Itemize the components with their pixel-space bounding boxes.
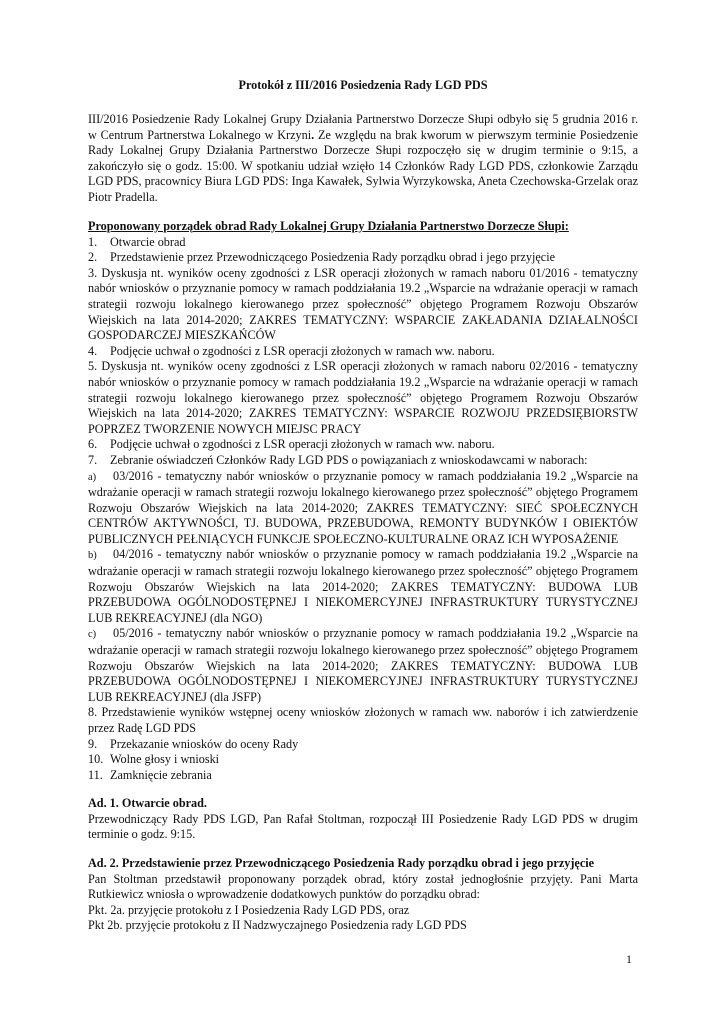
agenda-item-number: 6.: [88, 437, 98, 452]
agenda-item-number: 11.: [88, 767, 103, 782]
agenda-item: [88, 453, 638, 469]
agenda-subitem-text: 03/2016 - tematyczny nabór wniosków o przyznanie pomocy w ramach poddziałania 19.2 „Wsparcie na wdrażanie operacji w ramach strategii rozwoju lokalnego kierowanego przez społeczność” objętego Programem Rozwoju Obszarów Wiejskich na lata 2014-2020; ZAKRES TEMATYCZNY: SIEĆ SPOŁECZNYCH CENTRÓW AKTYWNOŚCI, TJ. BUDOWA, PRZEBUDOWA, REMONTY BUDYNKÓW I OBIEKTÓW PUBLICZNYCH PEŁNIĄCYCH FUNKCJE SPOŁECZNO-KULTURALNE ORAZ ICH WYPOSAŻENIE: [88, 468, 638, 546]
agenda-subitem: [88, 547, 638, 626]
agenda-item: [88, 235, 638, 251]
agenda-item-text: Podjęcie uchwał o zgodności z LSR operacji złożonych w ramach ww. naboru.: [110, 437, 495, 452]
intro-paragraph: [88, 112, 638, 206]
agenda-list: [88, 235, 638, 784]
agenda-item-text: Zebranie oświadczeń Członków Rady LGD PDS o powiązaniach z wnioskodawcami w naborach:: [110, 452, 588, 467]
agenda-item-number: 2.: [88, 250, 98, 265]
ad2-heading: Ad. 2. Przedstawienie przez Przewodniczącego Posiedzenia Rady porządku obrad i jego przyjęcie: [88, 856, 595, 870]
agenda-subitem: [88, 626, 638, 705]
ad1-section: [88, 796, 638, 843]
agenda-item-number: 8.: [88, 705, 98, 720]
agenda-item-text: Zamknięcie zebrania: [110, 767, 212, 782]
agenda-item: [88, 266, 638, 344]
agenda-item-text: Przedstawienie przez Przewodniczącego Posiedzenia Rady porządku obrad i jego przyjęcie: [110, 250, 555, 265]
agenda-heading: Proponowany porządek obrad Rady Lokalnej Grupy Działania Partnerstwo Dorzecze Słupi:: [88, 219, 569, 233]
agenda-item-number: 4.: [88, 343, 98, 358]
agenda-item-text: Przekazanie wniosków do oceny Rady: [110, 736, 299, 751]
intro-bold-dot: .: [311, 127, 315, 142]
agenda-item-number: 1.: [88, 234, 98, 249]
agenda-item-number: 3.: [88, 265, 98, 280]
ad1-heading: Ad. 1. Otwarcie obrad.: [88, 796, 207, 810]
agenda-item: [88, 250, 638, 266]
agenda-subitem-marker: b): [88, 550, 97, 562]
agenda-item-number: 5.: [88, 359, 98, 374]
agenda-item-number: 10.: [88, 752, 104, 767]
agenda-item: [88, 752, 638, 768]
agenda-section: [88, 219, 638, 783]
ad2-point-2a: Pkt. 2a. przyjęcie protokołu z I Posiedzenia Rady LGD PDS, oraz: [88, 902, 410, 917]
agenda-item: [88, 344, 638, 360]
agenda-item-text: Dyskusja nt. wyników oceny zgodności z LSR operacji złożonych w ramach naboru 01/2016 - tematyczny nabór wniosków o przyznanie pomocy w ramach poddziałania 19.2 „Wsparcie na wdrażanie operacji w ramach strategii rozwoju lokalnego kierowanego przez społeczność” objętego Programem Rozwoju Obszarów Wiejskich na lata 2014-2020; ZAKRES TEMATYCZNY: WSPARCIE ZAKŁADANIA DZIAŁALNOŚCI GOSPODARCZEJ MIESZKAŃCÓW: [88, 265, 639, 343]
intro-text-part2: Ze względu na brak kworum w pierwszym terminie Posiedzenie Rady Lokalnej Grupy Działania Partnerstwo Dorzecze Słupi rozpoczęło się w drugim terminie o 9:15, a zakończyło się o godz. 15:00. W spotkaniu udział wzięło 14 Członków Rady LGD PDS, członkowie Zarządu LGD PDS, pracownicy Biura LGD PDS: Inga Kawałek, Sylwia Wyrzykowska, Aneta Czechowska-Grzelak oraz Piotr Pradella.: [88, 127, 638, 204]
agenda-item-number: 9.: [88, 736, 98, 751]
agenda-subitem-text: 05/2016 - tematyczny nabór wniosków o przyznanie pomocy w ramach poddziałania 19.2 „Wsparcie na wdrażanie operacji w ramach strategii rozwoju lokalnego kierowanego przez społeczność” objętego Programem Rozwoju Obszarów Wiejskich na lata 2014-2020; ZAKRES TEMATYCZNY: BUDOWA LUB PRZEBUDOWA OGÓLNODOSTĘPNEJ I NIEKOMERCYJNEJ INFRASTRUKTURY TURYSTYCZNEJ LUB REKREACYJNEJ (dla JSFP): [88, 626, 638, 704]
agenda-item: [88, 705, 638, 736]
agenda-subitem-marker: c): [88, 629, 97, 641]
agenda-subitem-text: 04/2016 - tematyczny nabór wniosków o przyznanie pomocy w ramach poddziałania 19.2 „Wsparcie na wdrażanie operacji w ramach strategii rozwoju lokalnego kierowanego przez społeczność” objętego Programem Rozwoju Obszarów Wiejskich na lata 2014-2020; ZAKRES TEMATYCZNY: BUDOWA LUB PRZEBUDOWA OGÓLNODOSTĘPNEJ I NIEKOMERCYJNEJ INFRASTRUKTURY TURYSTYCZNEJ LUB REKREACYJNEJ (dla NGO): [88, 547, 638, 625]
agenda-item-text: Otwarcie obrad: [110, 234, 186, 249]
ad1-text: Przewodniczący Rady PDS LGD, Pan Rafał Stoltman, rozpoczął III Posiedzenie Rady LGD PDS w drugim terminie o godz. 9:15.: [88, 811, 638, 842]
agenda-item-number: 7.: [88, 452, 98, 467]
agenda-item-text: Dyskusja nt. wyników oceny zgodności z LSR operacji złożonych w ramach naboru 02/2016 - tematyczny nabór wniosków o przyznanie pomocy w ramach poddziałania 19.2 „Wsparcie na wdrażanie operacji w ramach strategii rozwoju lokalnego kierowanego przez społeczność” objętego Programem Rozwoju Obszarów Wiejskich na lata 2014-2020; ZAKRES TEMATYCZNY: WSPARCIE ROZWOJU PRZEDSIĘBIORSTW POPRZEZ TWORZENIE NOWYCH MIEJSC PRACY: [88, 359, 639, 436]
agenda-item-text: Przedstawienie wyników wstępnej oceny wniosków złożonych w ramach ww. naborów i ich zatwierdzenie przez Radę LGD PDS: [88, 705, 638, 735]
agenda-item: [88, 359, 638, 437]
agenda-item-text: Podjęcie uchwał o zgodności z LSR operacji złożonych w ramach ww. naboru.: [110, 343, 495, 358]
agenda-subitem-marker: a): [88, 471, 97, 483]
intro-text-part1: III/2016 Posiedzenie Rady Lokalnej Grupy Działania Partnerstwo Dorzecze Słupi odbyło się 5 grudnia 2016 r. w Centrum Partnerstwa Lokalnego w Krzyni: [88, 112, 638, 142]
agenda-item: [88, 768, 638, 784]
agenda-item: [88, 737, 638, 753]
agenda-item-text: Wolne głosy i wnioski: [110, 752, 220, 767]
ad2-section: [88, 856, 638, 934]
page-number: 1: [626, 952, 632, 966]
ad2-paragraph: Pan Stoltman przedstawił proponowany porządek obrad, który został jednogłośnie przyjęty. Pani Marta Rutkiewicz wniosła o wprowadzenie dodatkowych punktów do porządku obrad:: [88, 871, 638, 902]
agenda-subitem: [88, 469, 638, 548]
agenda-item: [88, 437, 638, 453]
ad2-point-2b: Pkt 2b. przyjęcie protokołu z II Nadzwyczajnego Posiedzenia rady LGD PDS: [88, 918, 467, 933]
document-title: Protokół z III/2016 Posiedzenia Rady LGD PDS: [238, 78, 488, 92]
